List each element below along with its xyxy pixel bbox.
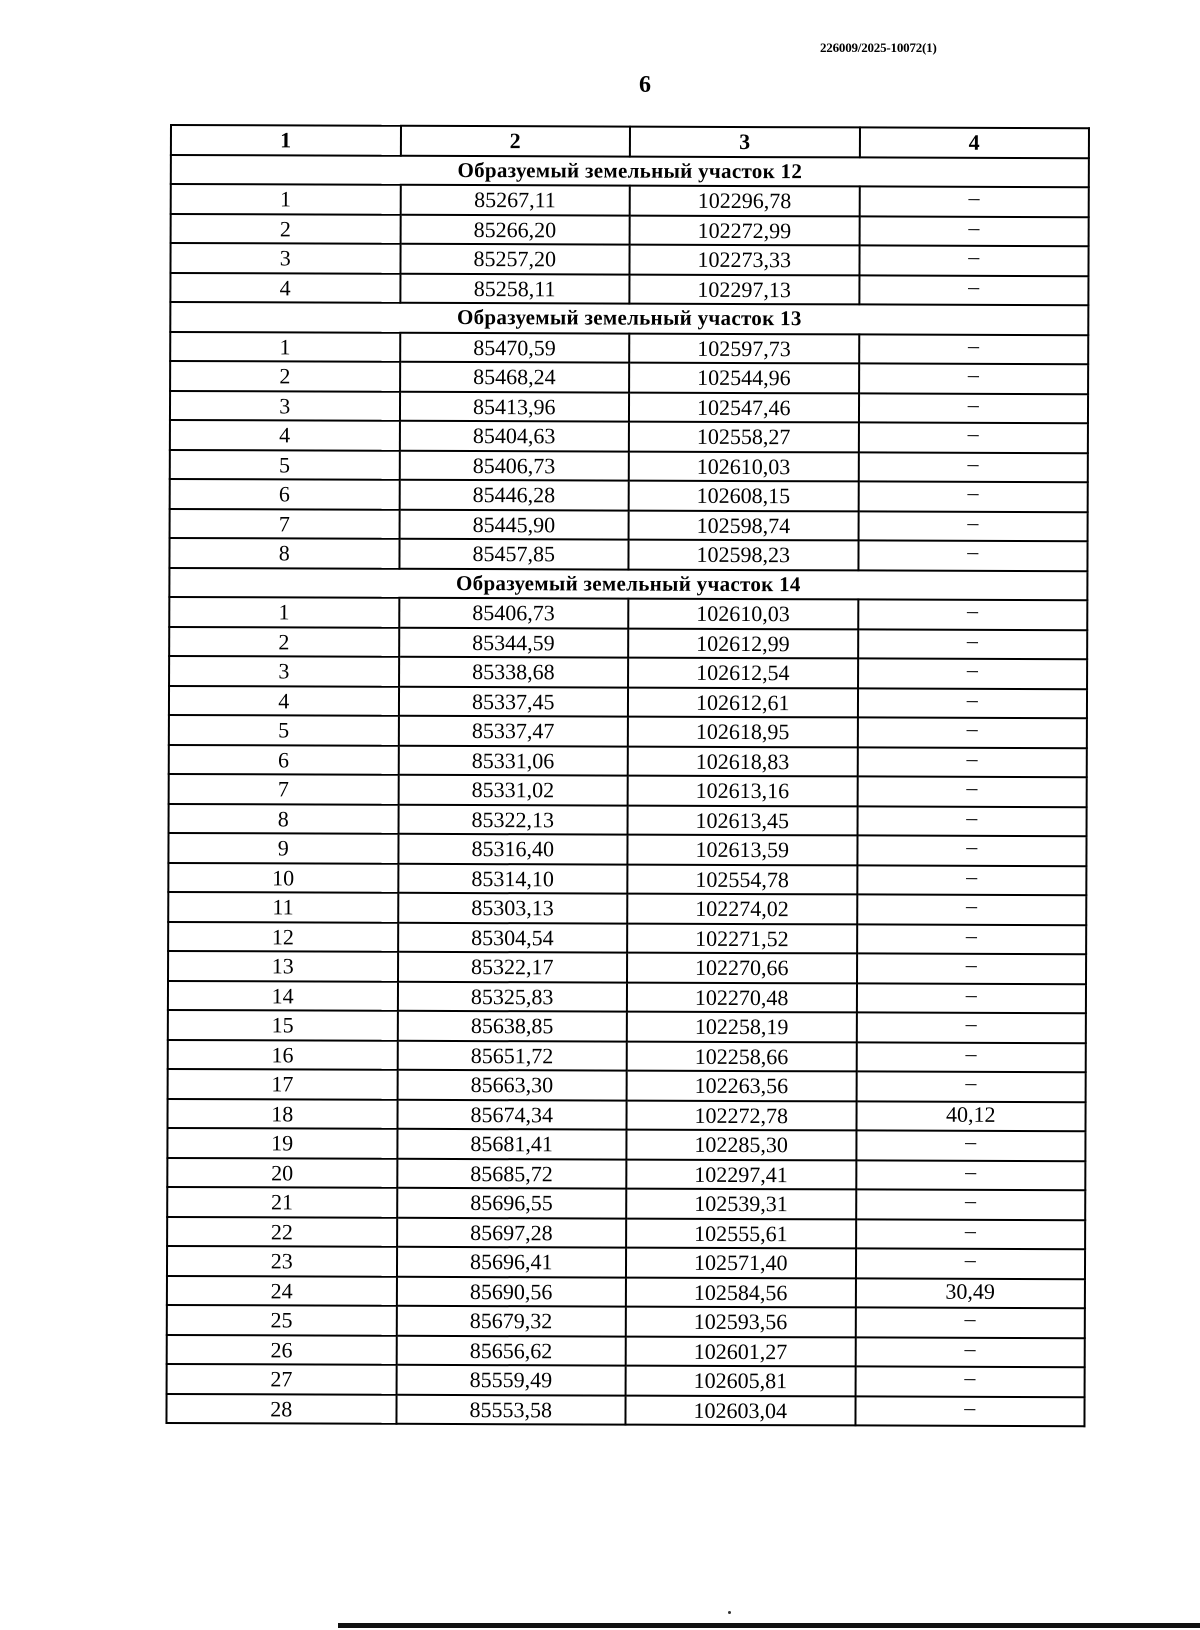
x-coordinate-cell: 85663,30 xyxy=(397,1070,627,1100)
y-coordinate-cell: 102263,56 xyxy=(627,1071,857,1101)
x-coordinate-cell: 85322,17 xyxy=(398,952,628,982)
point-number-cell: 21 xyxy=(167,1187,397,1217)
value-cell: – xyxy=(855,1307,1085,1337)
table-row xyxy=(167,1098,1085,1131)
y-coordinate-cell: 102544,96 xyxy=(629,363,859,393)
value-cell: – xyxy=(858,658,1088,688)
section-title: Образуемый земельный участок 12 xyxy=(171,155,1089,188)
value-cell: – xyxy=(857,894,1087,924)
y-coordinate-cell: 102539,31 xyxy=(626,1189,856,1219)
y-coordinate-cell: 102547,46 xyxy=(629,392,859,422)
column-header: 4 xyxy=(859,127,1089,157)
x-coordinate-cell: 85258,11 xyxy=(400,273,630,303)
value-cell: – xyxy=(857,717,1087,747)
table-row xyxy=(167,1128,1085,1161)
value-cell: – xyxy=(859,334,1089,364)
table-row xyxy=(167,1246,1085,1279)
x-coordinate-cell: 85406,73 xyxy=(399,450,629,480)
value-cell: – xyxy=(857,747,1087,777)
value-cell: – xyxy=(858,629,1088,659)
y-coordinate-cell: 102285,30 xyxy=(626,1130,856,1160)
value-cell: – xyxy=(855,1396,1085,1426)
section-header-row xyxy=(170,302,1088,335)
value-cell: – xyxy=(856,1042,1086,1072)
value-cell: – xyxy=(857,953,1087,983)
section-header-row xyxy=(171,155,1089,188)
section-title: Образуемый земельный участок 14 xyxy=(169,568,1087,601)
y-coordinate-cell: 102612,99 xyxy=(628,628,858,658)
x-coordinate-cell: 85267,11 xyxy=(400,185,630,215)
table-row xyxy=(167,1275,1085,1308)
value-cell: – xyxy=(858,599,1088,629)
y-coordinate-cell: 102258,19 xyxy=(627,1012,857,1042)
point-number-cell: 4 xyxy=(170,273,400,303)
value-cell: – xyxy=(856,1219,1086,1249)
x-coordinate-cell: 85331,02 xyxy=(398,775,628,805)
y-coordinate-cell: 102272,99 xyxy=(630,215,860,245)
page-number: 6 xyxy=(639,72,651,98)
y-coordinate-cell: 102554,78 xyxy=(627,864,857,894)
point-number-cell: 8 xyxy=(169,803,399,833)
point-number-cell: 28 xyxy=(166,1393,396,1423)
x-coordinate-cell: 85470,59 xyxy=(400,332,630,362)
table-row xyxy=(168,1010,1086,1043)
y-coordinate-cell: 102270,48 xyxy=(627,982,857,1012)
table-row xyxy=(169,744,1087,777)
table-row xyxy=(168,921,1086,954)
y-coordinate-cell: 102612,61 xyxy=(628,687,858,717)
point-number-cell: 5 xyxy=(170,450,400,480)
x-coordinate-cell: 85445,90 xyxy=(399,509,629,539)
scan-edge-line xyxy=(338,1623,1200,1628)
value-cell: – xyxy=(859,186,1089,216)
x-coordinate-cell: 85681,41 xyxy=(397,1129,627,1159)
value-cell: – xyxy=(859,275,1089,305)
table-row xyxy=(166,1393,1084,1426)
value-cell: – xyxy=(857,835,1087,865)
point-number-cell: 13 xyxy=(168,951,398,981)
x-coordinate-cell: 85406,73 xyxy=(399,598,629,628)
table-row xyxy=(170,361,1088,394)
x-coordinate-cell: 85690,56 xyxy=(396,1276,626,1306)
value-cell: – xyxy=(858,452,1088,482)
y-coordinate-cell: 102271,52 xyxy=(627,923,857,953)
value-cell: – xyxy=(857,865,1087,895)
value-cell: – xyxy=(855,1366,1085,1396)
value-cell: – xyxy=(859,216,1089,246)
point-number-cell: 7 xyxy=(170,509,400,539)
x-coordinate-cell: 85316,40 xyxy=(398,834,628,864)
y-coordinate-cell: 102593,56 xyxy=(626,1307,856,1337)
section-header-row xyxy=(169,568,1087,601)
table-row xyxy=(167,1364,1085,1397)
value-cell: – xyxy=(855,1248,1085,1278)
value-cell: – xyxy=(856,1160,1086,1190)
table-row xyxy=(167,1187,1085,1220)
y-coordinate-cell: 102618,83 xyxy=(628,746,858,776)
table-row xyxy=(170,243,1088,276)
point-number-cell: 22 xyxy=(167,1216,397,1246)
table-row xyxy=(167,1216,1085,1249)
y-coordinate-cell: 102558,27 xyxy=(629,422,859,452)
y-coordinate-cell: 102598,23 xyxy=(628,540,858,570)
value-cell: – xyxy=(859,245,1089,275)
table-row xyxy=(170,273,1088,306)
point-number-cell: 5 xyxy=(169,715,399,745)
point-number-cell: 3 xyxy=(170,243,400,273)
point-number-cell: 2 xyxy=(170,361,400,391)
table-body xyxy=(166,155,1088,1427)
table-row xyxy=(169,627,1087,660)
point-number-cell: 4 xyxy=(169,686,399,716)
table-row xyxy=(168,980,1086,1013)
section-title: Образуемый земельный участок 13 xyxy=(170,302,1088,335)
value-cell: 30,49 xyxy=(855,1278,1085,1308)
value-cell: – xyxy=(856,1012,1086,1042)
y-coordinate-cell: 102610,03 xyxy=(629,451,859,481)
value-cell: – xyxy=(858,393,1088,423)
value-cell: – xyxy=(858,511,1088,541)
value-cell: – xyxy=(856,983,1086,1013)
value-cell: – xyxy=(856,1071,1086,1101)
x-coordinate-cell: 85413,96 xyxy=(399,391,629,421)
table-row xyxy=(169,686,1087,719)
y-coordinate-cell: 102613,16 xyxy=(628,776,858,806)
x-coordinate-cell: 85303,13 xyxy=(398,893,628,923)
table-row xyxy=(170,509,1088,542)
y-coordinate-cell: 102613,45 xyxy=(628,805,858,835)
table-row xyxy=(169,803,1087,836)
x-coordinate-cell: 85685,72 xyxy=(397,1158,627,1188)
point-number-cell: 15 xyxy=(168,1010,398,1040)
table-row xyxy=(168,862,1086,895)
x-coordinate-cell: 85696,55 xyxy=(397,1188,627,1218)
point-number-cell: 6 xyxy=(170,479,400,509)
point-number-cell: 18 xyxy=(167,1098,397,1128)
x-coordinate-cell: 85651,72 xyxy=(397,1040,627,1070)
column-header: 1 xyxy=(171,125,401,155)
y-coordinate-cell: 102273,33 xyxy=(629,245,859,275)
x-coordinate-cell: 85696,41 xyxy=(396,1247,626,1277)
table-row xyxy=(170,391,1088,424)
document-number: 226009/2025-10072(1) xyxy=(820,40,937,55)
point-number-cell: 2 xyxy=(171,214,401,244)
column-header: 3 xyxy=(630,127,860,157)
table-row xyxy=(168,833,1086,866)
y-coordinate-cell: 102297,13 xyxy=(629,274,859,304)
x-coordinate-cell: 85404,63 xyxy=(399,421,629,451)
value-cell: 40,12 xyxy=(856,1101,1086,1131)
point-number-cell: 4 xyxy=(170,420,400,450)
point-number-cell: 2 xyxy=(169,627,399,657)
table-row xyxy=(170,450,1088,483)
point-number-cell: 20 xyxy=(167,1157,397,1187)
y-coordinate-cell: 102297,41 xyxy=(626,1159,856,1189)
column-header: 2 xyxy=(400,126,630,156)
point-number-cell: 23 xyxy=(167,1246,397,1276)
x-coordinate-cell: 85337,45 xyxy=(398,686,628,716)
point-number-cell: 14 xyxy=(168,980,398,1010)
value-cell: – xyxy=(858,540,1088,570)
point-number-cell: 3 xyxy=(169,656,399,686)
y-coordinate-cell: 102608,15 xyxy=(629,481,859,511)
table-row xyxy=(169,656,1087,689)
point-number-cell: 3 xyxy=(170,391,400,421)
value-cell: – xyxy=(858,422,1088,452)
x-coordinate-cell: 85553,58 xyxy=(396,1394,626,1424)
table-row xyxy=(169,538,1087,571)
table-row xyxy=(169,774,1087,807)
point-number-cell: 6 xyxy=(169,744,399,774)
value-cell: – xyxy=(857,776,1087,806)
y-coordinate-cell: 102555,61 xyxy=(626,1218,856,1248)
x-coordinate-cell: 85304,54 xyxy=(398,922,628,952)
point-number-cell: 9 xyxy=(168,833,398,863)
x-coordinate-cell: 85314,10 xyxy=(398,863,628,893)
y-coordinate-cell: 102603,04 xyxy=(625,1395,855,1425)
table-row xyxy=(167,1157,1085,1190)
x-coordinate-cell: 85559,49 xyxy=(396,1365,626,1395)
point-number-cell: 10 xyxy=(168,862,398,892)
table-row xyxy=(170,420,1088,453)
x-coordinate-cell: 85638,85 xyxy=(397,1011,627,1041)
point-number-cell: 27 xyxy=(167,1364,397,1394)
point-number-cell: 7 xyxy=(169,774,399,804)
y-coordinate-cell: 102613,59 xyxy=(627,835,857,865)
y-coordinate-cell: 102270,66 xyxy=(627,953,857,983)
table-row xyxy=(170,479,1088,512)
y-coordinate-cell: 102597,73 xyxy=(629,333,859,363)
x-coordinate-cell: 85331,06 xyxy=(398,745,628,775)
x-coordinate-cell: 85338,68 xyxy=(399,657,629,687)
point-number-cell: 1 xyxy=(169,597,399,627)
x-coordinate-cell: 85257,20 xyxy=(400,244,630,274)
column-header-row xyxy=(171,125,1089,158)
table-row xyxy=(169,715,1087,748)
scan-speck xyxy=(728,1611,731,1614)
y-coordinate-cell: 102618,95 xyxy=(628,717,858,747)
y-coordinate-cell: 102601,27 xyxy=(626,1336,856,1366)
table-row xyxy=(167,1305,1085,1338)
point-number-cell: 16 xyxy=(168,1039,398,1069)
y-coordinate-cell: 102571,40 xyxy=(626,1248,856,1278)
y-coordinate-cell: 102272,78 xyxy=(626,1100,856,1130)
value-cell: – xyxy=(858,481,1088,511)
value-cell: – xyxy=(856,1130,1086,1160)
x-coordinate-cell: 85697,28 xyxy=(397,1217,627,1247)
point-number-cell: 24 xyxy=(167,1275,397,1305)
x-coordinate-cell: 85446,28 xyxy=(399,480,629,510)
y-coordinate-cell: 102274,02 xyxy=(627,894,857,924)
x-coordinate-cell: 85679,32 xyxy=(396,1306,626,1336)
y-coordinate-cell: 102598,74 xyxy=(629,510,859,540)
coordinates-table xyxy=(165,124,1090,1427)
y-coordinate-cell: 102612,54 xyxy=(628,658,858,688)
x-coordinate-cell: 85468,24 xyxy=(400,362,630,392)
y-coordinate-cell: 102296,78 xyxy=(630,186,860,216)
x-coordinate-cell: 85457,85 xyxy=(399,539,629,569)
x-coordinate-cell: 85674,34 xyxy=(397,1099,627,1129)
x-coordinate-cell: 85325,83 xyxy=(397,981,627,1011)
point-number-cell: 12 xyxy=(168,921,398,951)
y-coordinate-cell: 102605,81 xyxy=(626,1366,856,1396)
table-row xyxy=(170,332,1088,365)
x-coordinate-cell: 85656,62 xyxy=(396,1335,626,1365)
value-cell: – xyxy=(856,1189,1086,1219)
value-cell: – xyxy=(857,924,1087,954)
x-coordinate-cell: 85344,59 xyxy=(399,627,629,657)
table-row xyxy=(171,214,1089,247)
table-row xyxy=(168,951,1086,984)
value-cell: – xyxy=(857,688,1087,718)
x-coordinate-cell: 85337,47 xyxy=(398,716,628,746)
table-row xyxy=(169,597,1087,630)
point-number-cell: 1 xyxy=(170,332,400,362)
point-number-cell: 1 xyxy=(171,184,401,214)
value-cell: – xyxy=(859,363,1089,393)
y-coordinate-cell: 102610,03 xyxy=(628,599,858,629)
point-number-cell: 8 xyxy=(169,538,399,568)
table-row xyxy=(168,892,1086,925)
table-row xyxy=(171,184,1089,217)
y-coordinate-cell: 102584,56 xyxy=(626,1277,856,1307)
value-cell: – xyxy=(857,806,1087,836)
point-number-cell: 19 xyxy=(167,1128,397,1158)
table-row xyxy=(168,1069,1086,1102)
x-coordinate-cell: 85266,20 xyxy=(400,214,630,244)
value-cell: – xyxy=(855,1337,1085,1367)
table-row xyxy=(167,1334,1085,1367)
table-row xyxy=(168,1039,1086,1072)
point-number-cell: 26 xyxy=(167,1334,397,1364)
x-coordinate-cell: 85322,13 xyxy=(398,804,628,834)
point-number-cell: 11 xyxy=(168,892,398,922)
y-coordinate-cell: 102258,66 xyxy=(627,1041,857,1071)
point-number-cell: 25 xyxy=(167,1305,397,1335)
point-number-cell: 17 xyxy=(168,1069,398,1099)
